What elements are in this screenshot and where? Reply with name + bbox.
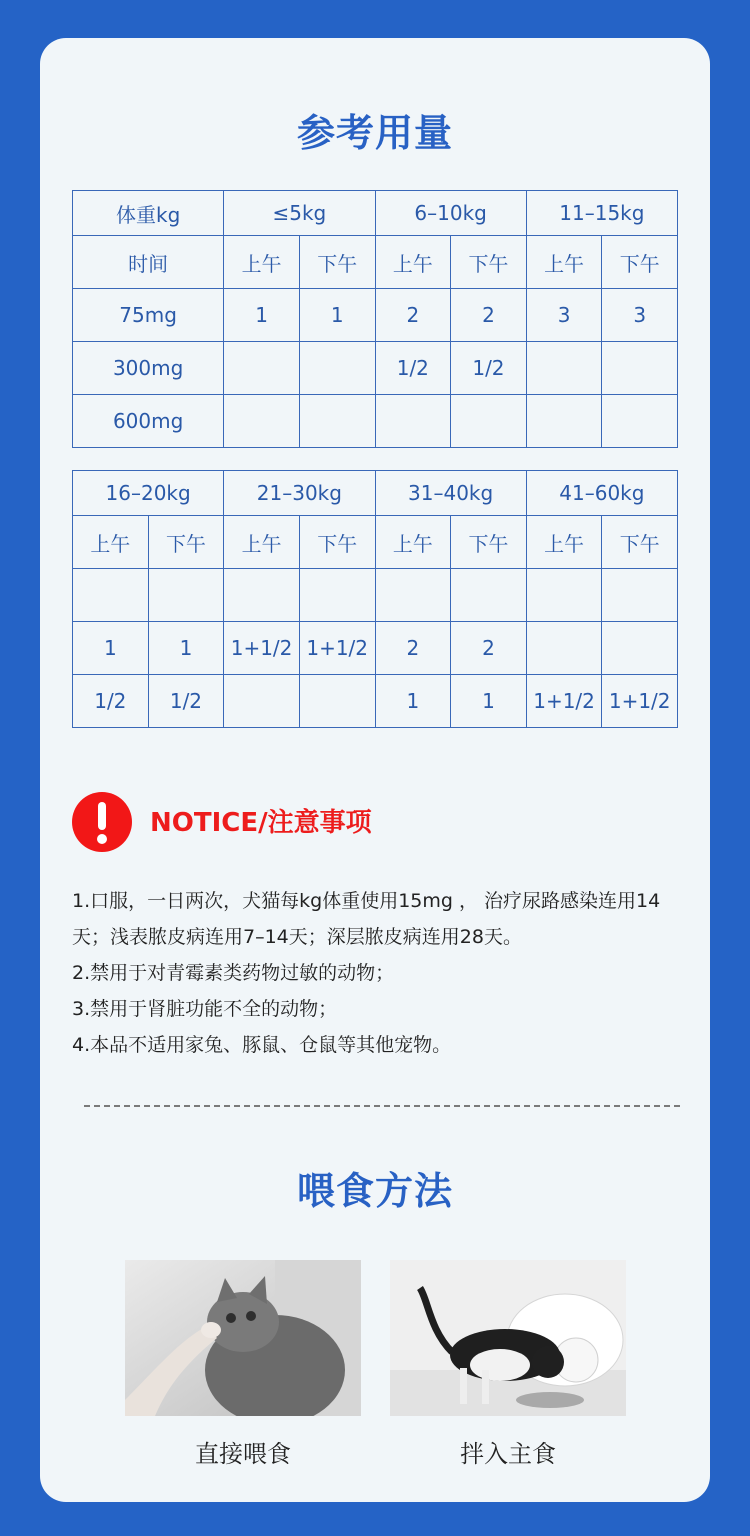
pm-header: 下午	[148, 516, 224, 569]
am-header: 上午	[73, 516, 149, 569]
dosage-title: 参考用量	[296, 111, 453, 155]
notice-item: 2.禁用于对青霉素类药物过敏的动物；	[72, 962, 395, 984]
dose-cell: 1+1/2	[526, 675, 602, 728]
dose-cell	[375, 569, 451, 622]
dose-cell: 2	[375, 622, 451, 675]
feeding-title: 喂食方法	[296, 1169, 453, 1213]
notice-item: 1.口服，一日两次，犬猫每kg体重使用15mg ， 治疗尿路感染连用14天；浅表脓皮病连用7–14天；深层脓皮病连用28天。	[72, 890, 661, 948]
dose-cell	[299, 395, 375, 448]
dose-cell	[526, 395, 602, 448]
dose-cell: 3	[602, 289, 678, 342]
direct-feeding-photo	[125, 1260, 361, 1416]
dashed-divider	[84, 1105, 680, 1107]
dose-cell: 1	[148, 622, 224, 675]
notice-item: 4.本品不适用家兔、豚鼠、仓鼠等其他宠物。	[72, 1034, 452, 1056]
dose-cell	[602, 342, 678, 395]
table-row	[73, 569, 678, 622]
weight-range-header: 21–30kg	[224, 471, 375, 516]
mix-in-food-photo	[390, 1260, 626, 1416]
pm-header: 下午	[451, 516, 527, 569]
weight-range-header: 41–60kg	[526, 471, 677, 516]
dose-cell: 1+1/2	[299, 622, 375, 675]
dose-cell: 3	[526, 289, 602, 342]
dose-cell	[451, 569, 527, 622]
pm-header: 下午	[602, 516, 678, 569]
dose-cell	[299, 675, 375, 728]
exclamation-icon	[72, 792, 132, 852]
dosage-card	[40, 38, 710, 1502]
am-header: 上午	[224, 516, 300, 569]
dose-cell	[224, 395, 300, 448]
am-header: 上午	[526, 516, 602, 569]
dose-cell: 1	[375, 675, 451, 728]
time-header: 时间	[73, 236, 224, 289]
table-row	[73, 622, 678, 675]
dose-cell	[73, 569, 149, 622]
table-row	[73, 675, 678, 728]
dose-cell: 2	[451, 289, 527, 342]
weight-range-header: 16–20kg	[73, 471, 224, 516]
dose-cell: 1	[451, 675, 527, 728]
dose-cell	[602, 569, 678, 622]
dose-label: 300mg	[73, 342, 224, 395]
weight-range-header: 6–10kg	[375, 191, 526, 236]
dose-cell	[224, 342, 300, 395]
mix-in-food-label: 拌入主食	[460, 1440, 556, 1468]
pm-header: 下午	[299, 516, 375, 569]
dose-cell: 1	[73, 622, 149, 675]
dose-cell: 2	[451, 622, 527, 675]
pm-header: 下午	[299, 236, 375, 289]
dosage-table-small-weights	[72, 190, 678, 448]
table-row	[73, 342, 678, 395]
dose-cell	[299, 569, 375, 622]
dose-cell	[526, 569, 602, 622]
pm-header: 下午	[602, 236, 678, 289]
am-header: 上午	[375, 236, 451, 289]
dose-cell: 2	[375, 289, 451, 342]
direct-feeding-label: 直接喂食	[195, 1440, 291, 1468]
weight-range-header: 11–15kg	[526, 191, 677, 236]
notice-item: 3.禁用于肾脏功能不全的动物；	[72, 998, 338, 1020]
table-row	[73, 289, 678, 342]
weight-range-header: 31–40kg	[375, 471, 526, 516]
dose-cell	[375, 395, 451, 448]
dose-cell: 1/2	[148, 675, 224, 728]
dose-cell	[602, 622, 678, 675]
dose-cell	[224, 569, 300, 622]
dose-cell: 1+1/2	[224, 622, 300, 675]
dose-cell: 1	[299, 289, 375, 342]
notice-title: NOTICE/注意事项	[150, 808, 372, 838]
pm-header: 下午	[451, 236, 527, 289]
am-header: 上午	[526, 236, 602, 289]
table-row	[73, 395, 678, 448]
dose-cell: 1+1/2	[602, 675, 678, 728]
dose-cell	[148, 569, 224, 622]
dose-cell: 1	[224, 289, 300, 342]
weight-range-header: ≤5kg	[224, 191, 375, 236]
dose-cell	[299, 342, 375, 395]
dose-cell: 1/2	[73, 675, 149, 728]
notice-list	[72, 883, 686, 1063]
dose-cell	[451, 395, 527, 448]
dose-cell: 1/2	[451, 342, 527, 395]
dose-cell	[526, 342, 602, 395]
dose-cell	[224, 675, 300, 728]
dose-label: 75mg	[73, 289, 224, 342]
dose-cell: 1/2	[375, 342, 451, 395]
dose-label: 600mg	[73, 395, 224, 448]
am-header: 上午	[375, 516, 451, 569]
dosage-table-large-weights	[72, 470, 678, 728]
am-header: 上午	[224, 236, 300, 289]
weight-header: 体重kg	[73, 191, 224, 236]
dose-cell	[602, 395, 678, 448]
dose-cell	[526, 622, 602, 675]
